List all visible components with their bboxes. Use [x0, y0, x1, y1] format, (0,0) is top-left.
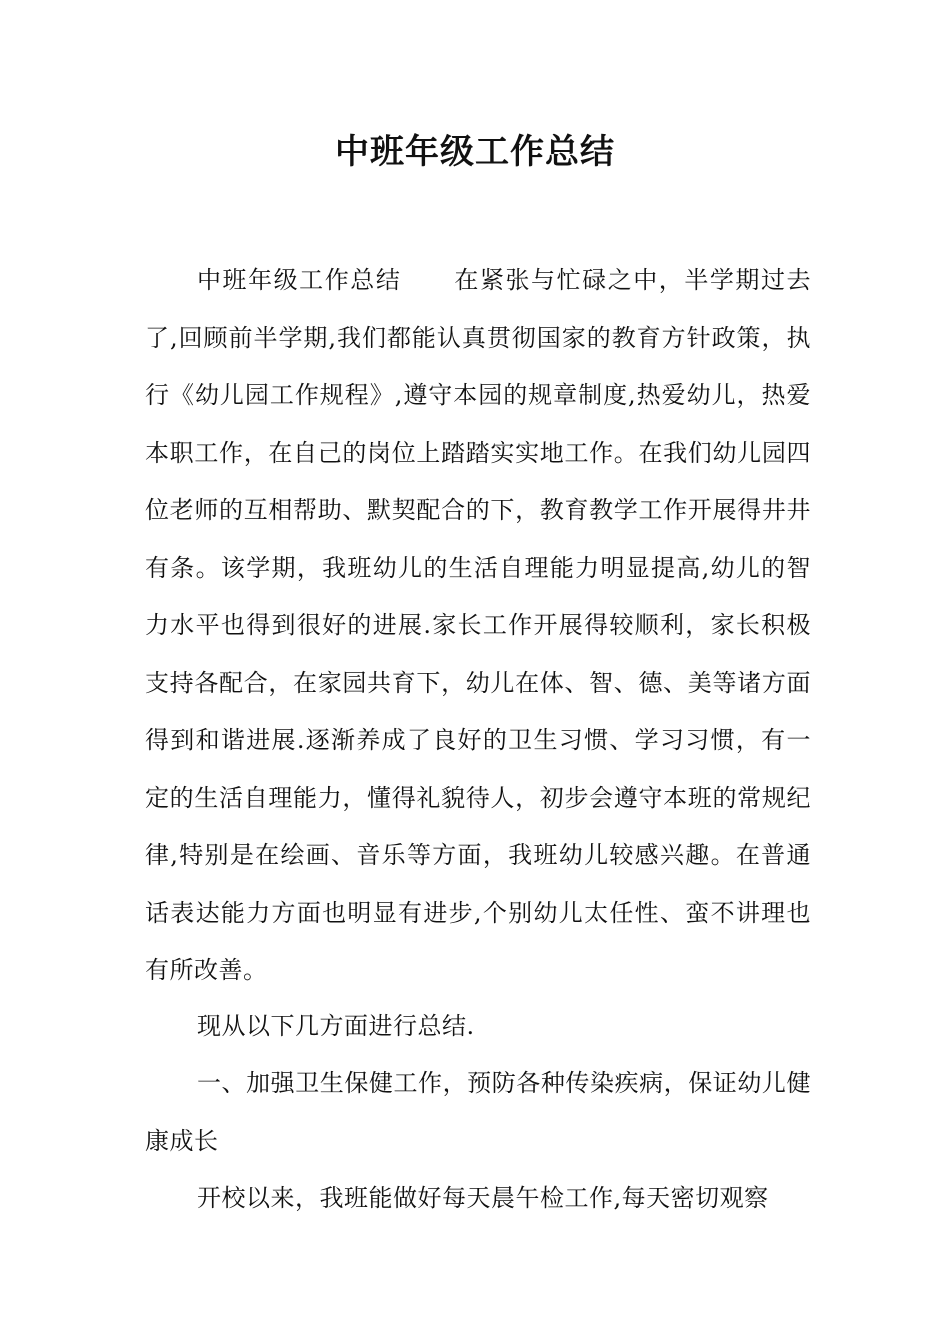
section-one-paragraph: 开校以来，我班能做好每天晨午检工作,每天密切观察 [197, 1184, 769, 1212]
section-one-heading: 一、加强卫生保健工作，预防各种传染疾病，保证幼儿健康成长 [145, 1069, 811, 1155]
intro-heading: 中班年级工作总结 [197, 266, 402, 294]
intro-paragraph [145, 252, 811, 1000]
document-title: 中班年级工作总结 [335, 132, 615, 172]
intro-body: 在紧张与忙碌之中，半学期过去了,回顾前半学期,我们都能认真贯彻国家的教育方针政策，执行《幼儿园工作规程》,遵守本园的规章制度,热爱幼儿，热爱本职工作，在自己的岗位上踏踏实实地工作。在我们幼儿园四位老师的互相帮助、默契配合的下，教育教学工作开展得井井有条。该学期，我班幼儿的生活自理能力明显提高,幼儿的智力水平也得到很好的进展.家长工作开展得较顺利，家长积极支持各配合，在家园共育下，幼儿在体、智、德、美等诸方面得到和谐进展.逐渐养成了良好的卫生习惯、学习习惯，有一定的生活自理能力，懂得礼貌待人，初步会遵守本班的常规纪律,特别是在绘画、音乐等方面，我班幼儿较感兴趣。在普通话表达能力方面也明显有进步,个别幼儿太任性、蛮不讲理也有所改善。 [145, 266, 812, 984]
summary-intro-paragraph: 现从以下几方面进行总结. [197, 1012, 475, 1040]
